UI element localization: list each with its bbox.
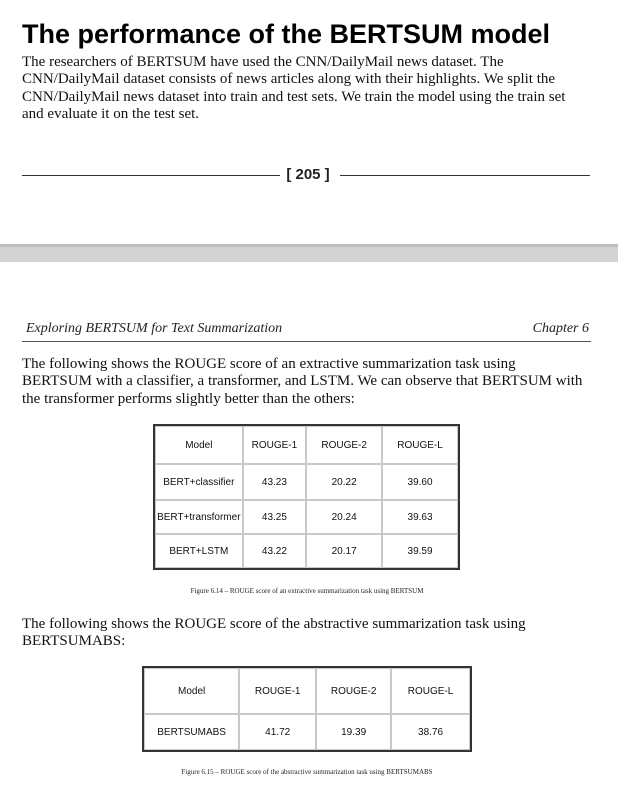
table-row — [155, 464, 458, 500]
table-cell: 43.23 — [243, 464, 307, 500]
table-cell-model: BERT+LSTM — [155, 534, 243, 568]
table-header-cell: ROUGE-2 — [316, 668, 391, 714]
running-header-rule — [22, 341, 591, 342]
paragraph-line: and evaluate it on the test set. — [22, 105, 200, 122]
page-number-rule-left — [22, 175, 280, 176]
abstractive-rouge-table — [142, 666, 472, 752]
paragraph-line: BERTSUMABS: — [22, 633, 126, 650]
table-cell: 20.24 — [306, 500, 382, 534]
table-header-cell: Model — [155, 426, 243, 464]
table-header-row — [144, 668, 470, 714]
table-row — [144, 714, 470, 750]
table-cell: 20.17 — [306, 534, 382, 568]
section-paragraph — [22, 54, 597, 123]
table-cell-model: BERTSUMABS — [144, 714, 239, 750]
table-header-cell: ROUGE-2 — [306, 426, 382, 464]
running-header-title: Exploring BERTSUM for Text Summarization — [26, 321, 283, 336]
table-cell-model: BERT+transformer — [155, 500, 243, 534]
table-cell: 43.22 — [243, 534, 307, 568]
table-header-cell: ROUGE-L — [391, 668, 470, 714]
abstractive-intro-paragraph — [22, 616, 597, 651]
table-header-cell: ROUGE-L — [382, 426, 458, 464]
page-separator-shadow — [0, 244, 618, 247]
paragraph-line: CNN/DailyMail news dataset into train and test sets. We train the model using the train set — [22, 88, 566, 105]
table-header-cell: ROUGE-1 — [239, 668, 316, 714]
paragraph-line: CNN/DailyMail dataset consists of news articles along with their highlights. We split the — [22, 71, 556, 88]
paragraph-line: The following shows the ROUGE score of the abstractive summarization task using — [22, 616, 526, 632]
figure-caption: Figure 6.14 – ROUGE score of an extractive summarization task using BERTSUM — [190, 587, 424, 595]
table-cell: 20.22 — [306, 464, 382, 500]
table-cell: 38.76 — [391, 714, 470, 750]
table-cell: 39.63 — [382, 500, 458, 534]
page-number: [ 205 ] — [286, 166, 330, 183]
table-header-cell: ROUGE-1 — [243, 426, 307, 464]
table-cell: 43.25 — [243, 500, 307, 534]
paragraph-line: the transformer performs slightly better than the others: — [22, 390, 355, 407]
table-header-row — [155, 426, 458, 464]
page-number-rule-right — [340, 175, 590, 176]
extractive-rouge-table — [153, 424, 460, 570]
table-cell: 19.39 — [316, 714, 391, 750]
table-cell: 41.72 — [239, 714, 316, 750]
paragraph-line: The researchers of BERTSUM have used the CNN/DailyMail news dataset. The — [22, 54, 504, 70]
table-header-cell: Model — [144, 668, 239, 714]
section-heading: The performance of the BERTSUM model — [22, 19, 551, 49]
running-header-chapter: Chapter 6 — [532, 321, 589, 336]
table-cell: 39.60 — [382, 464, 458, 500]
paragraph-line: The following shows the ROUGE score of an extractive summarization task using — [22, 356, 516, 372]
table-cell: 39.59 — [382, 534, 458, 568]
table-row — [155, 500, 458, 534]
table-row — [155, 534, 458, 568]
paragraph-line: BERTSUM with a classifier, a transformer, and LSTM. We can observe that BERTSUM with — [22, 373, 583, 390]
figure-caption: Figure 6.15 – ROUGE score of the abstractive summarization task using BERTSUMABS — [181, 768, 433, 776]
table-cell-model: BERT+classifier — [155, 464, 243, 500]
extractive-intro-paragraph — [22, 356, 597, 408]
